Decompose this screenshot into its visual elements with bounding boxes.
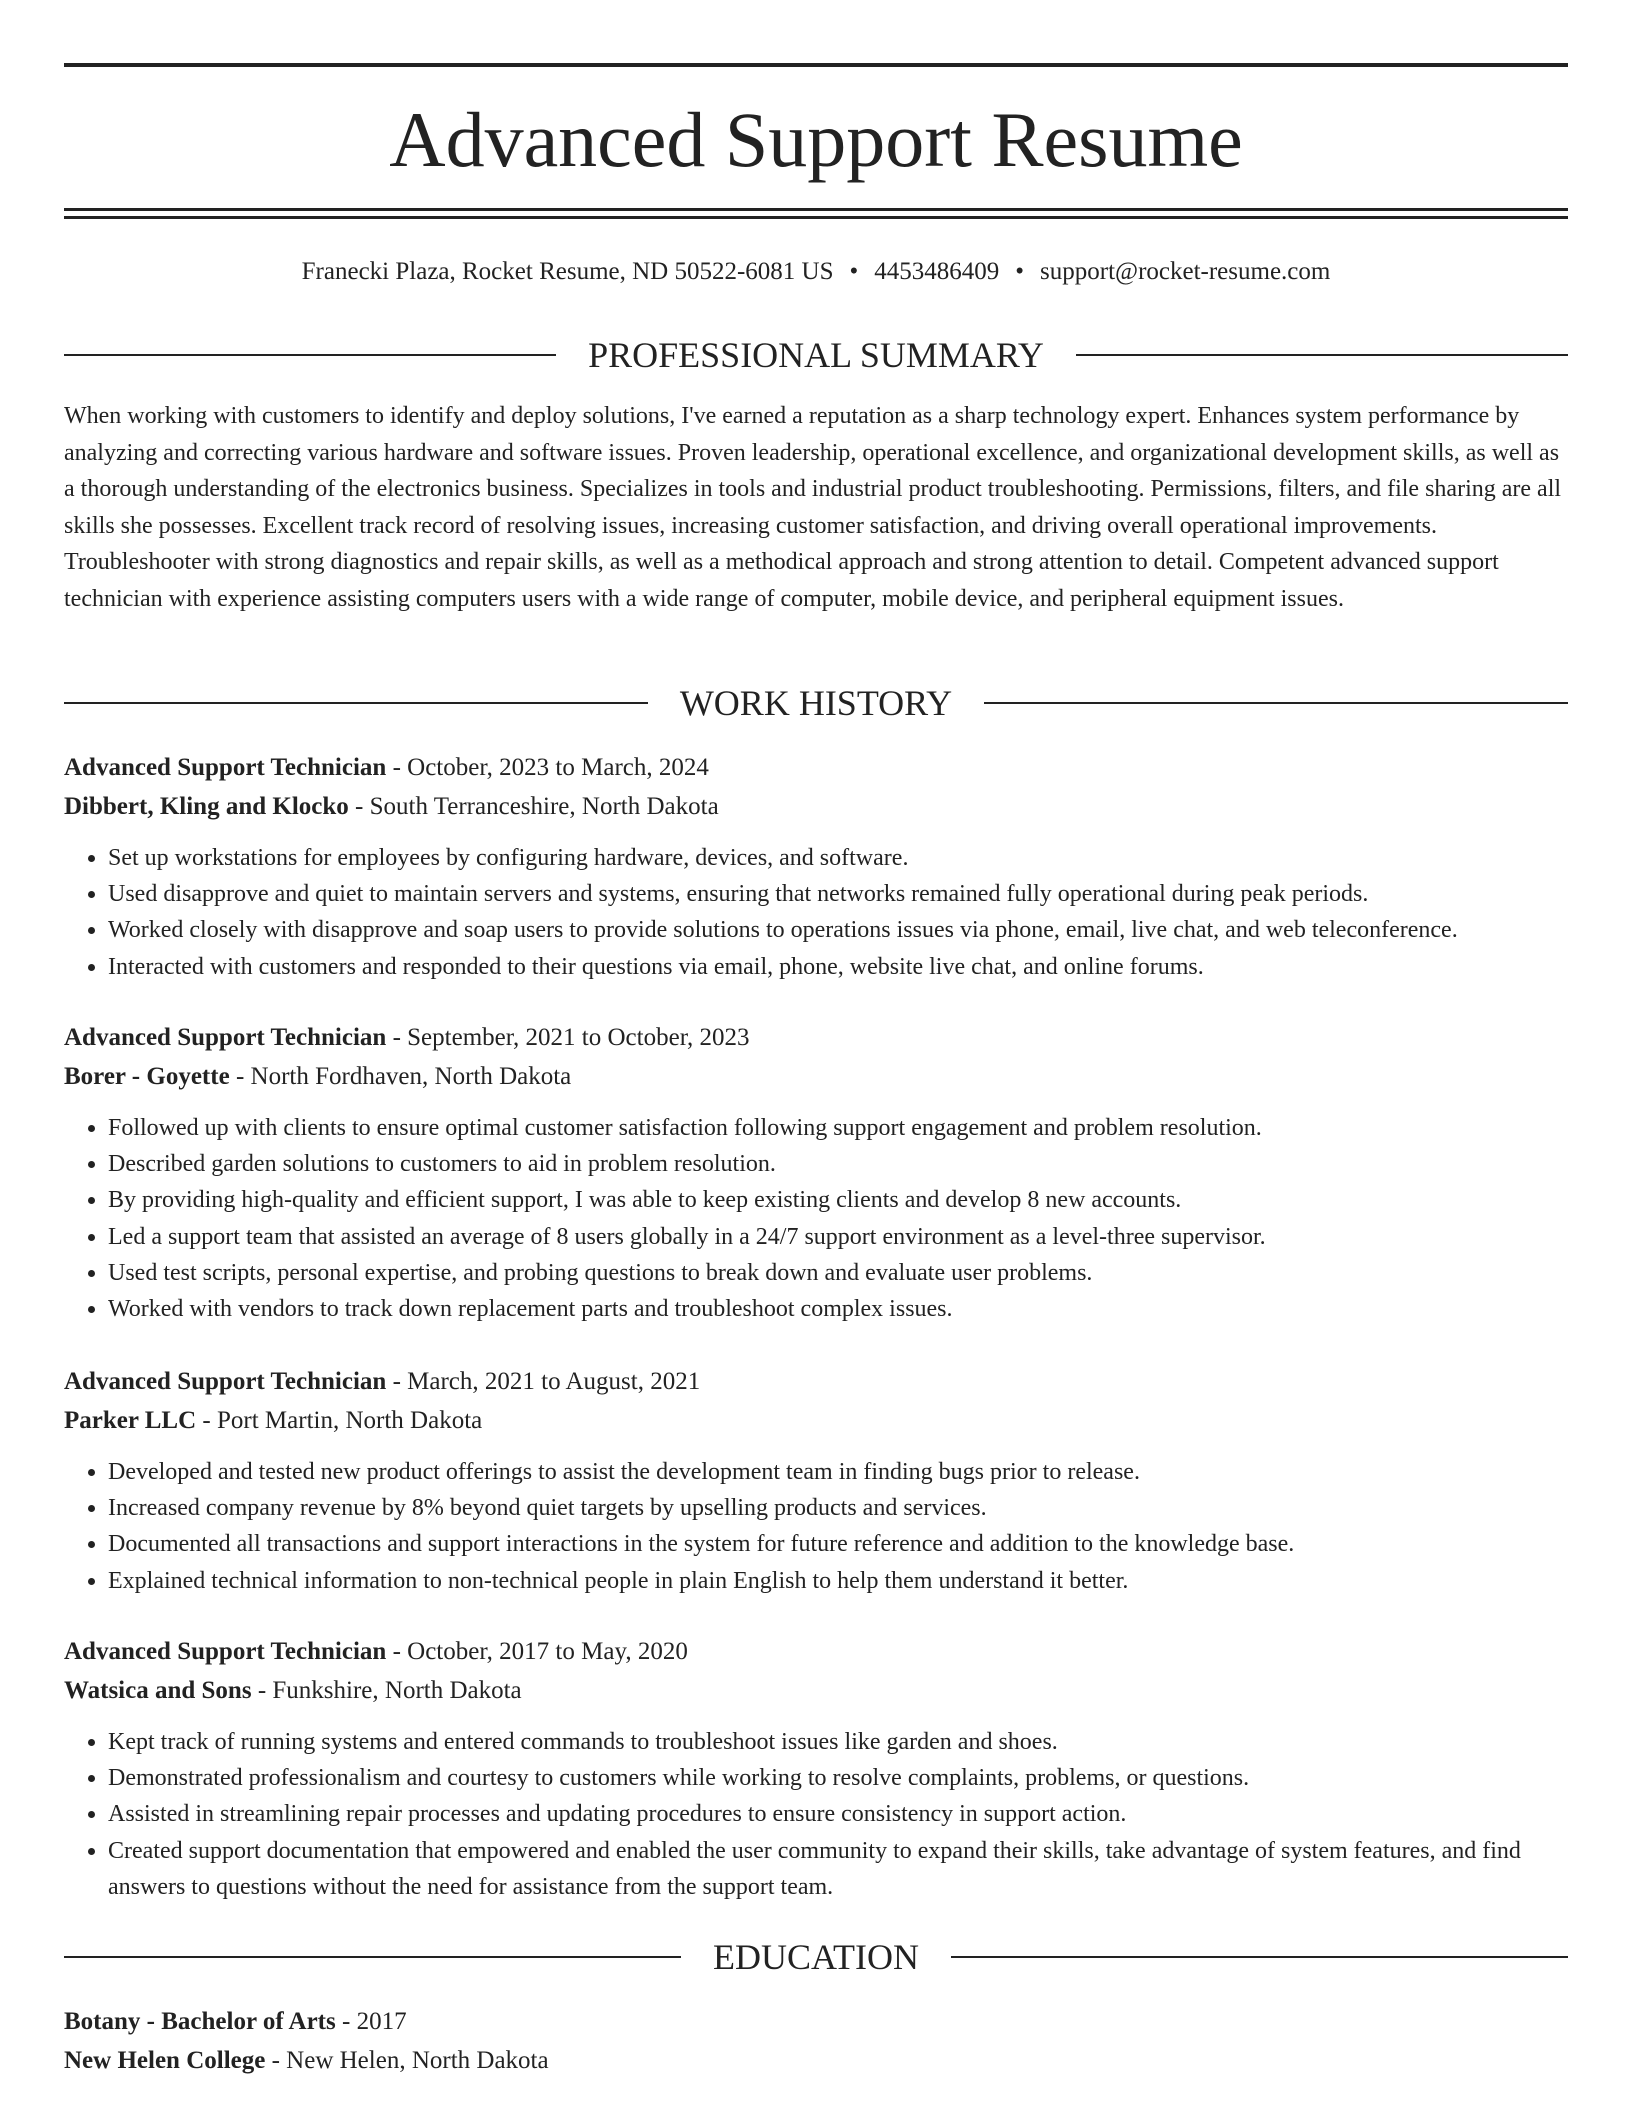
education-school-line [64,2041,1568,2080]
job-bullets [64,1110,1568,1327]
job-title-line [64,1018,1568,1057]
job-bullet: • Increased company revenue by 8% beyond quiet targets by upselling products and services. [108,1490,1568,1526]
job-bullet: • Followed up with clients to ensure optimal customer satisfaction following support engagement and problem resolution. [108,1110,1568,1146]
job-company: Watsica and Sons [64,1677,252,1704]
heading-rule-left [64,702,648,704]
job-bullet: • Set up workstations for employees by configuring hardware, devices, and software. [108,840,1568,876]
job-company: Borer - Goyette [64,1063,230,1090]
education-entry [64,2002,1568,2080]
job-company-line [64,1671,1568,1710]
education-school: New Helen College [64,2047,266,2074]
job-company-line [64,787,1568,826]
job-company-line [64,1057,1568,1096]
job-title: Advanced Support Technician [64,1638,387,1665]
job-location: - Port Martin, North Dakota [196,1407,483,1434]
education-location: - New Helen, North Dakota [265,2047,549,2074]
contact-address: Franecki Plaza, Rocket Resume, ND 50522-6081 US [301,258,834,285]
job-entry [64,1632,1568,1905]
job-location: - North Fordhaven, North Dakota [229,1063,572,1090]
job-title-line [64,1362,1568,1401]
job-entry [64,1362,1568,1599]
resume-title: Advanced Support Resume [389,96,1243,183]
job-title-line [64,1632,1568,1671]
job-entry [64,1018,1568,1327]
summary-heading [64,333,1568,377]
education-year: - 2017 [335,2008,407,2035]
education-heading [64,1935,1568,1979]
job-title: Advanced Support Technician [64,1024,387,1051]
contact-phone: 4453486409 [874,258,1000,285]
job-dates: - October, 2017 to May, 2020 [386,1638,688,1665]
job-bullet: • Interacted with customers and responded to their questions via email, phone, website live chat, and online forums. [108,949,1568,985]
job-location: - South Terranceshire, North Dakota [348,793,719,820]
job-bullet: • Developed and tested new product offerings to assist the development team in finding bugs prior to release. [108,1454,1568,1490]
job-company: Parker LLC [64,1407,197,1434]
work-history-heading-text: WORK HISTORY [679,683,953,723]
job-location: - Funkshire, North Dakota [251,1677,522,1704]
job-bullet: • Used disapprove and quiet to maintain servers and systems, ensuring that networks remained fully operational during peak periods. [108,876,1568,912]
professional-summary: When working with customers to identify and deploy solutions, I've earned a reputation as a sharp technology expert. Enhances system performance by analyzing and correcting various hardware and software issues. Proven leadership, operational excellence, and organizational development skills, as well as a thorough understanding of the electronics business. Specializes in tools and industrial product troubleshooting. Permissions, filters, and file sharing are all skills she possesses. Excellent track record of resolving issues, increasing customer satisfaction, and driving overall operational improvements. Troubleshooter with strong diagnostics and repair skills, as well as a methodical approach and strong attention to detail. Competent advanced support technician with experience assisting computers users with a wide range of computer, mobile device, and peripheral equipment issues. [64,403,1562,612]
job-bullet: • Led a support team that assisted an average of 8 users globally in a 24/7 support environment as a level-three supervisor. [108,1219,1568,1255]
job-entry [64,748,1568,985]
job-bullet: • Worked with vendors to track down replacement parts and troubleshoot complex issues. [108,1291,1568,1327]
job-bullet: • Created support documentation that empowered and enabled the user community to expand their skills, take advantage of system features, and find answers to questions without the need for assistance from the support team. [108,1833,1568,1905]
job-bullet: • Assisted in streamlining repair processes and updating procedures to ensure consistency in support action. [108,1796,1568,1832]
job-dates: - March, 2021 to August, 2021 [386,1368,701,1395]
heading-rule-right [984,702,1568,704]
job-title: Advanced Support Technician [64,754,387,781]
job-dates: - September, 2021 to October, 2023 [386,1024,750,1051]
contact-separator: • [1015,258,1025,285]
job-company-line [64,1401,1568,1440]
contact-separator: • [849,258,859,285]
job-bullet: • Explained technical information to non-technical people in plain English to help them understand it better. [108,1563,1568,1599]
contact-email: support@rocket-resume.com [1040,258,1331,285]
job-bullet: • Demonstrated professionalism and courtesy to customers while working to resolve complaints, problems, or questions. [108,1760,1568,1796]
top-rule [64,63,1568,67]
education-degree-line [64,2002,1568,2041]
heading-rule-left [64,1956,681,1958]
work-history-heading [64,681,1568,725]
job-bullets [64,1724,1568,1905]
job-bullet: • By providing high-quality and efficient support, I was able to keep existing clients and develop 8 new accounts. [108,1182,1568,1218]
job-bullet: • Described garden solutions to customers to aid in problem resolution. [108,1146,1568,1182]
job-bullet: • Documented all transactions and support interactions in the system for future reference and addition to the knowledge base. [108,1526,1568,1562]
job-bullet: • Worked closely with disapprove and soap users to provide solutions to operations issues via phone, email, live chat, and web teleconference. [108,912,1568,948]
heading-rule-left [64,354,556,356]
heading-rule-right [951,1956,1568,1958]
job-dates: - October, 2023 to March, 2024 [386,754,709,781]
job-company: Dibbert, Kling and Klocko [64,793,349,820]
job-title-line [64,748,1568,787]
education-degree: Botany - Bachelor of Arts [64,2008,336,2035]
contact-line [64,254,1568,290]
summary-heading-text: PROFESSIONAL SUMMARY [588,335,1044,375]
job-bullet: • Kept track of running systems and entered commands to troubleshoot issues like garden and shoes. [108,1724,1568,1760]
title-rule-lower [64,216,1568,219]
job-bullets [64,1454,1568,1599]
job-bullet: • Used test scripts, personal expertise, and probing questions to break down and evaluate user problems. [108,1255,1568,1291]
job-bullets [64,840,1568,985]
job-title: Advanced Support Technician [64,1368,387,1395]
title-rule-upper [64,208,1568,211]
education-heading-text: EDUCATION [713,1937,919,1977]
heading-rule-right [1076,354,1568,356]
